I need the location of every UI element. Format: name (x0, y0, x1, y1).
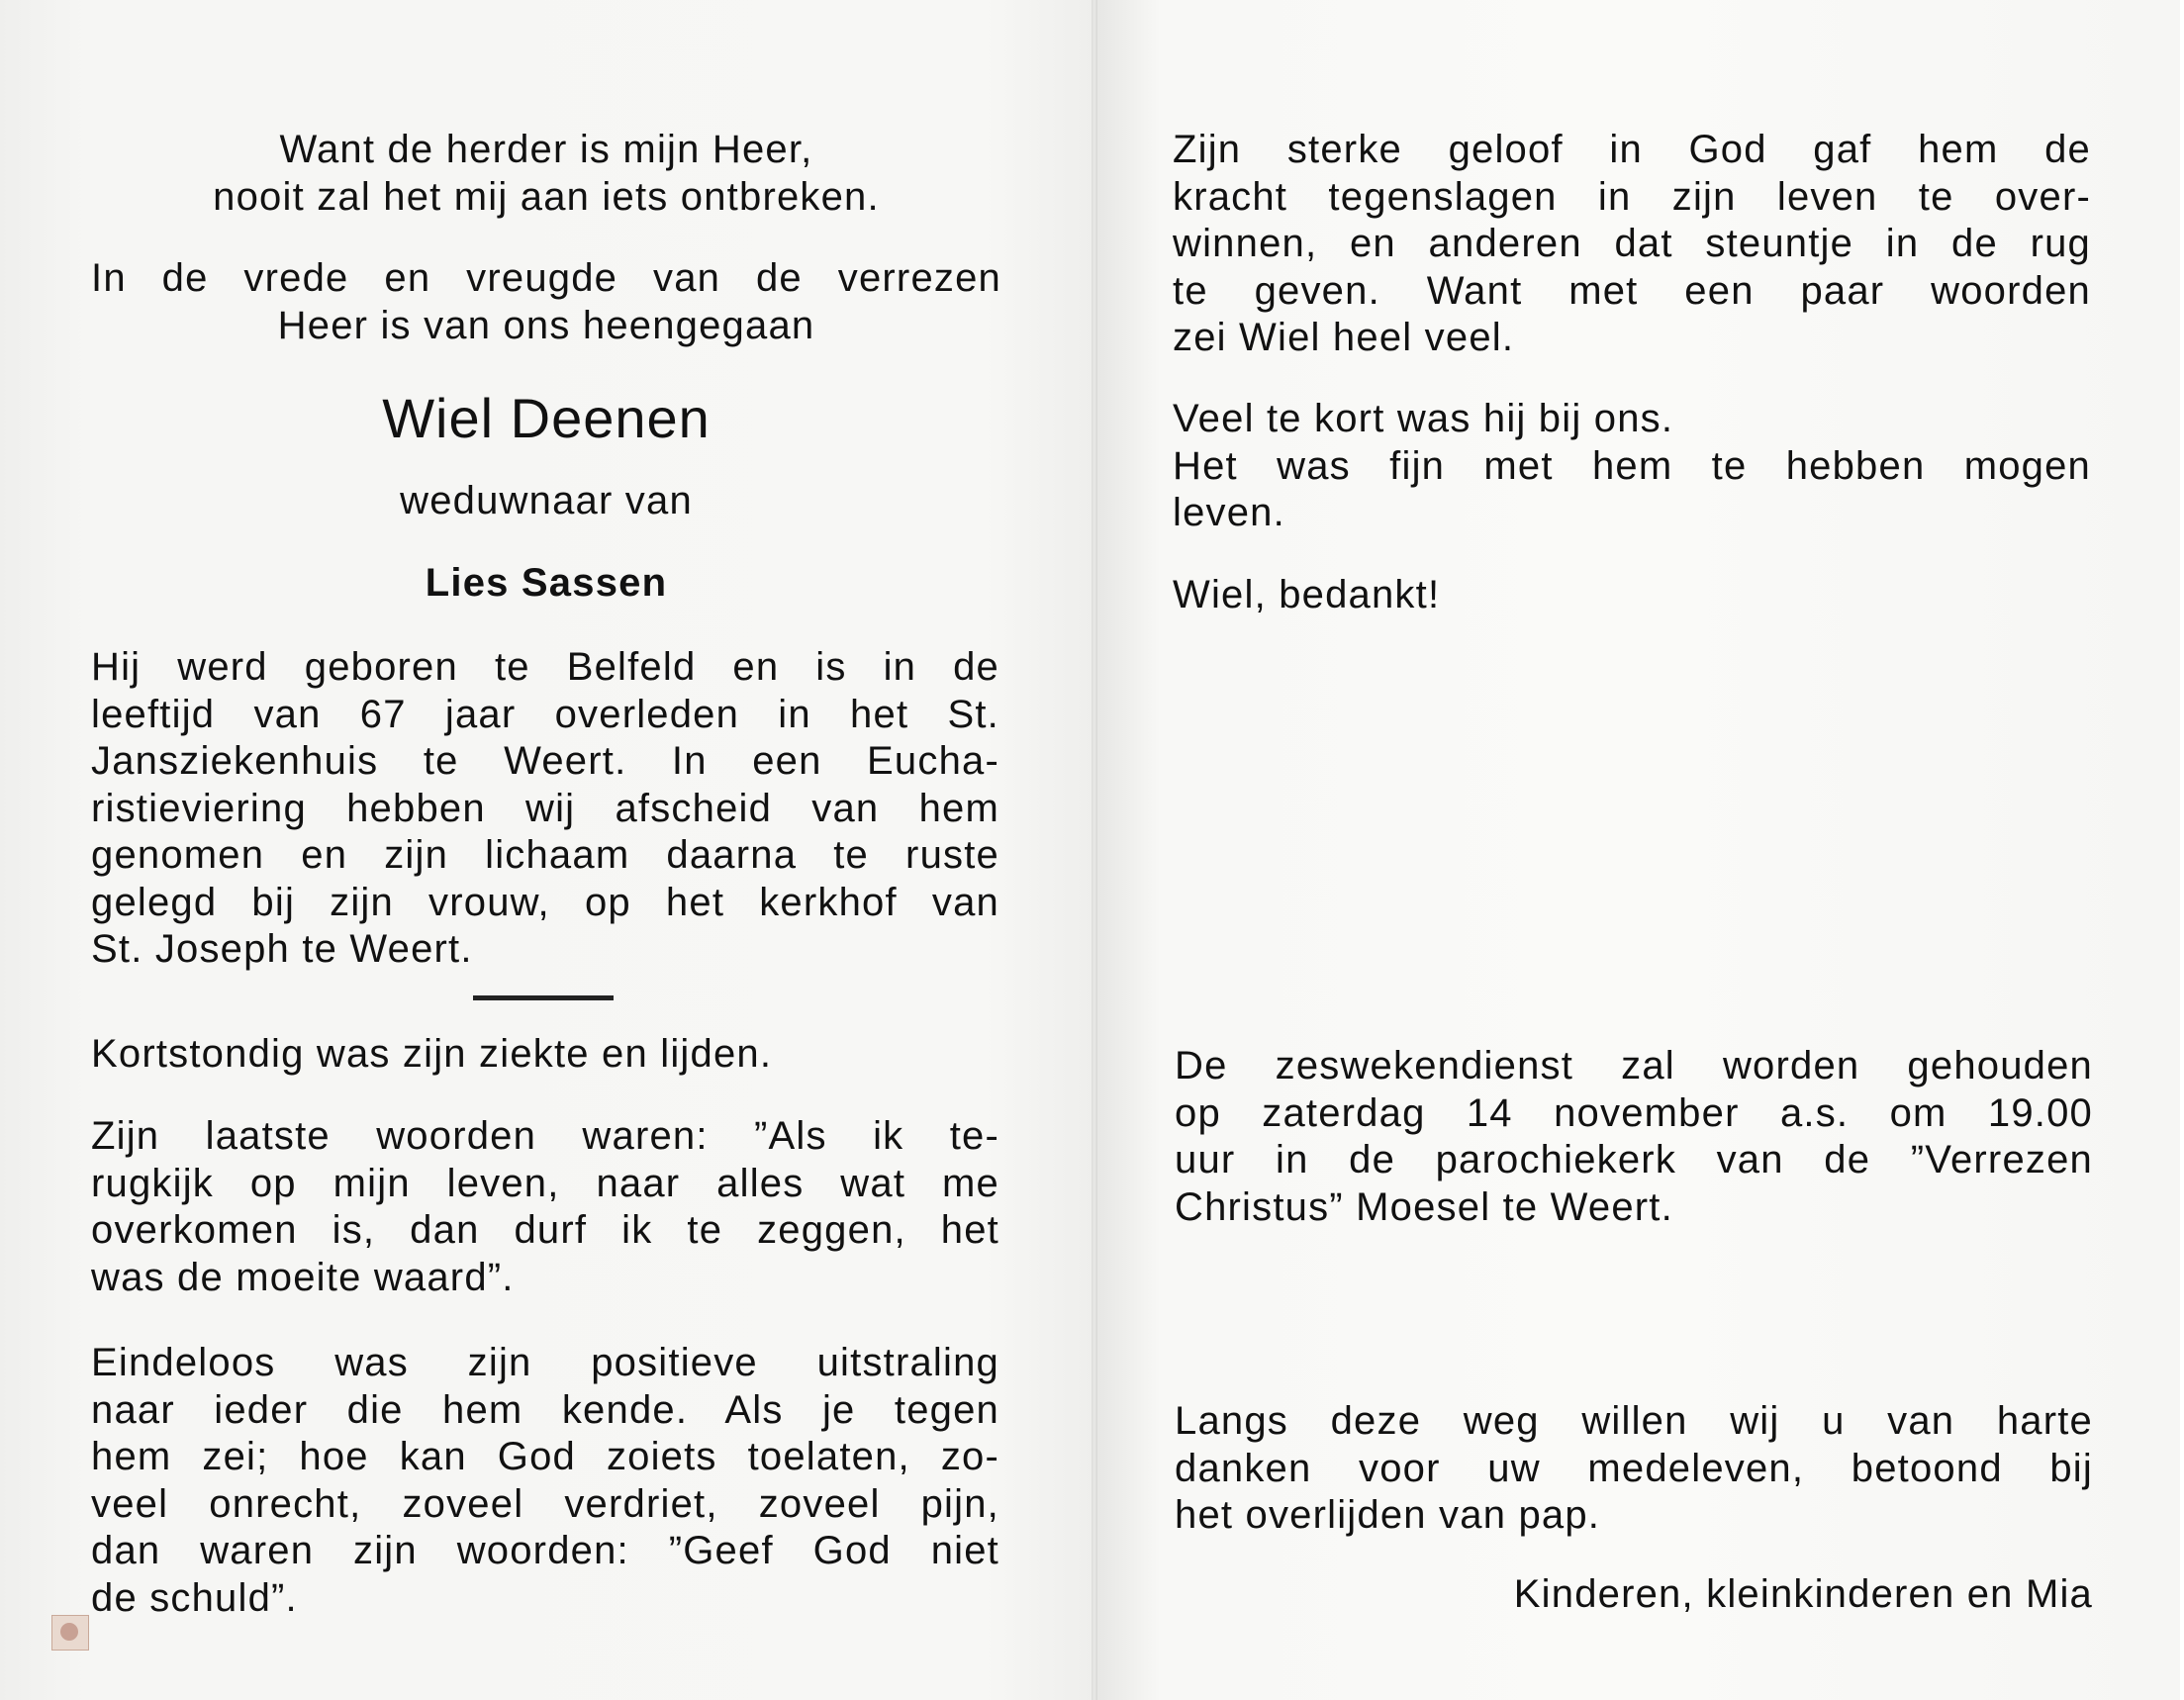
faith-line: te geven. Want met een paar woorden (1173, 268, 2091, 313)
bio-line: ristieviering hebben wij afscheid van hem (91, 786, 999, 830)
too-short-paragraph (1173, 396, 2091, 537)
last-words-line: overkomen is, dan durf ik te zeggen, het (91, 1208, 999, 1252)
bio-line: Hij werd geboren te Belfeld en is in de (91, 645, 999, 689)
intro-line: In de vrede en vreugde van de verrezen (91, 256, 1001, 300)
illness-text: Kortstondig was zijn ziekte en lijden. (91, 1032, 773, 1076)
last-words-paragraph (91, 1113, 999, 1301)
gratitude-line: danken voor uw medeleven, betoond bij (1175, 1446, 2093, 1490)
thanks-text: Wiel, bedankt! (1173, 573, 1441, 616)
bio-line: gelegd bij zijn vrouw, op het kerkhof van (91, 880, 999, 924)
positive-line: hem zei; hoe kan God zoiets toelaten, zo- (91, 1435, 999, 1478)
section-divider (473, 995, 614, 1000)
faith-paragraph (1173, 127, 2091, 362)
positive-line: Eindeloos was zijn positieve uitstraling (91, 1341, 999, 1384)
last-words-line: Zijn laatste woorden waren: ”Als ik te- (91, 1114, 999, 1158)
service-line: uur in de parochiekerk van de ”Verrezen (1175, 1138, 2093, 1181)
archive-stamp-icon (51, 1615, 89, 1651)
service-line: op zaterdag 14 november a.s. om 19.00 (1175, 1090, 2093, 1135)
too-short-line: Veel te kort was hij bij ons. (1173, 397, 1674, 440)
positive-line: naar ieder die hem kende. Als je tegen (91, 1387, 999, 1432)
service-paragraph (1175, 1043, 2093, 1231)
intro-text (91, 255, 1001, 349)
last-words-line: was de moeite waard”. (91, 1255, 515, 1299)
bio-line: Jansziekenhuis te Weert. In een Eucha- (91, 739, 999, 783)
intro-line: Heer is van ons heengegaan (277, 303, 815, 347)
gratitude-line: Langs deze weg willen wij u van harte (1175, 1399, 2093, 1443)
faith-line: zei Wiel heel veel. (1173, 316, 1515, 359)
widower-of-label: weduwnaar van (400, 479, 693, 522)
deceased-name: Wiel Deenen (382, 387, 711, 449)
positive-line: dan waren zijn woorden: ”Geef God niet (91, 1529, 999, 1572)
bio-line: St. Joseph te Weert. (91, 927, 473, 971)
biography-paragraph (91, 644, 999, 974)
bio-line: leeftijd van 67 jaar overleden in het St. (91, 692, 999, 736)
bio-line: genomen en zijn lichaam daarna te ruste (91, 833, 999, 877)
positive-paragraph (91, 1340, 999, 1622)
gratitude-line: het overlijden van pap. (1175, 1493, 1601, 1537)
psalm-verse (91, 127, 1001, 221)
faith-line: winnen, en anderen dat steuntje in de rug (1173, 222, 2091, 265)
last-words-line: rugkijk op mijn leven, naar alles wat me (91, 1161, 999, 1205)
positive-line: veel onrecht, zoveel verdriet, zoveel pijn, (91, 1481, 999, 1526)
faith-line: Zijn sterke geloof in God gaf hem de (1173, 128, 2091, 171)
verse-line: nooit zal het mij aan iets ontbreken. (213, 174, 880, 219)
card-fold (1092, 0, 1097, 1700)
too-short-line: leven. (1173, 491, 1285, 534)
faith-line: kracht tegenslagen in zijn leven te over- (1173, 174, 2091, 219)
gratitude-paragraph (1175, 1398, 2093, 1540)
service-line: Christus” Moesel te Weert. (1175, 1184, 1673, 1229)
spouse-name: Lies Sassen (425, 561, 668, 605)
too-short-line: Het was fijn met hem te hebben mogen (1173, 443, 2091, 488)
card-edge (2180, 0, 2184, 1700)
service-line: De zeswekendienst zal worden gehouden (1175, 1044, 2093, 1087)
verse-line: Want de herder is mijn Heer, (279, 128, 813, 171)
signature-line: Kinderen, kleinkinderen en Mia (1513, 1572, 2093, 1616)
positive-line: de schuld”. (91, 1575, 298, 1620)
